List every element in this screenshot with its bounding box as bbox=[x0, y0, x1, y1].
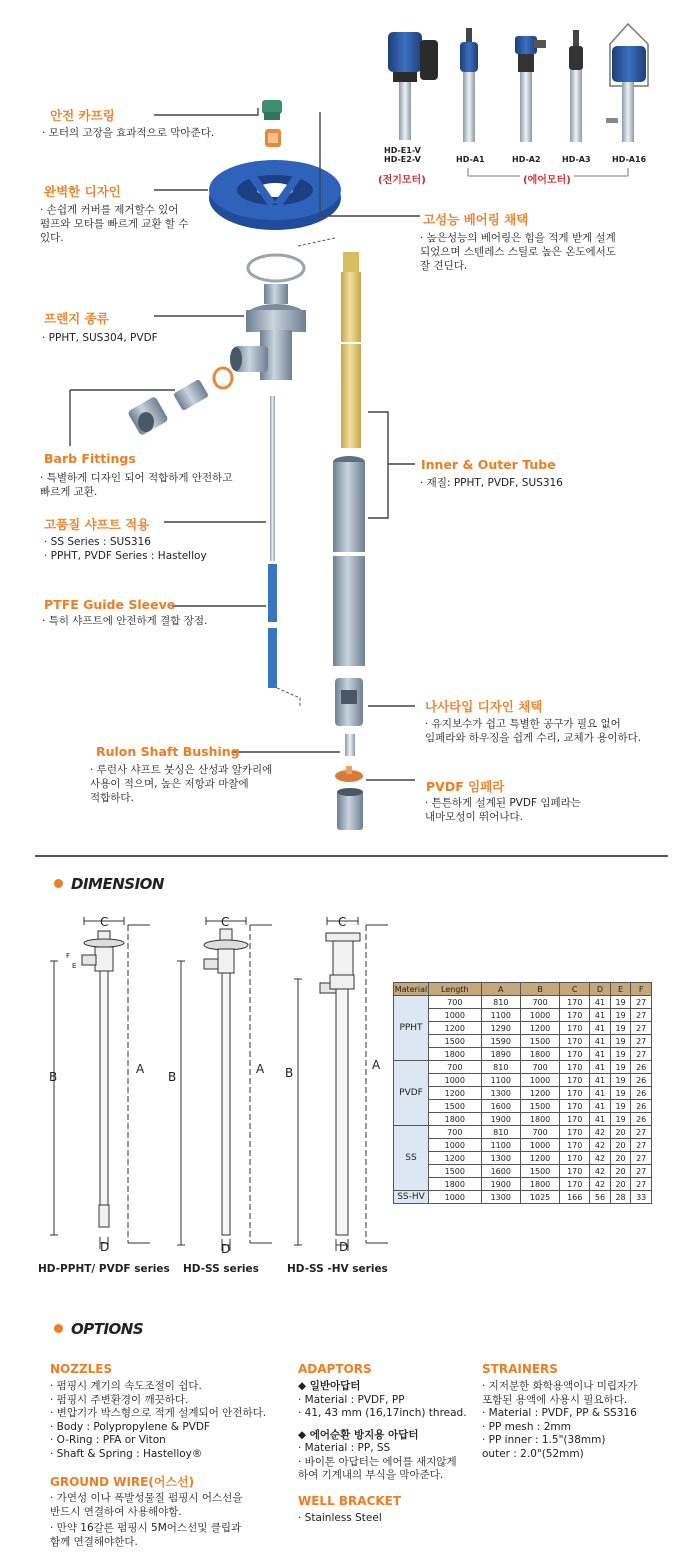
table-header: D bbox=[590, 983, 611, 996]
drawing-caption-pvdf: HD-PPHT/ PVDF series bbox=[38, 1263, 170, 1275]
table-cell: 28 bbox=[610, 1191, 631, 1204]
table-cell: 1025 bbox=[520, 1191, 559, 1204]
table-cell: 26 bbox=[631, 1074, 652, 1087]
table-cell: 27 bbox=[631, 996, 652, 1009]
section-divider bbox=[35, 855, 668, 857]
table-cell: 1100 bbox=[481, 1139, 520, 1152]
table-cell: 1900 bbox=[481, 1113, 520, 1126]
table-row bbox=[394, 1048, 652, 1061]
table-cell: 42 bbox=[590, 1178, 611, 1191]
table-cell: 170 bbox=[560, 1100, 590, 1113]
dimension-drawings bbox=[0, 905, 390, 1265]
table-cell: 170 bbox=[560, 1126, 590, 1139]
table-cell: 1800 bbox=[429, 1178, 482, 1191]
table-cell: 19 bbox=[610, 1100, 631, 1113]
table-cell: 1000 bbox=[429, 1009, 482, 1022]
table-cell: 1500 bbox=[520, 1100, 559, 1113]
table-cell: 27 bbox=[631, 1139, 652, 1152]
table-cell: 170 bbox=[560, 1087, 590, 1100]
table-cell: 1000 bbox=[429, 1074, 482, 1087]
feature-title-design: 완벽한 디자인 bbox=[44, 184, 121, 199]
drawing-caption-ss: HD-SS series bbox=[183, 1263, 259, 1275]
table-cell: 26 bbox=[631, 1113, 652, 1126]
table-cell: 56 bbox=[590, 1191, 611, 1204]
table-cell: 700 bbox=[520, 1126, 559, 1139]
feature-desc-bushing: · 루런사 샤프트 붓싱은 산성과 알카리에 사용이 적으며, 높은 저항과 마찰에 적합하다. bbox=[90, 764, 273, 804]
electric-motor-group-label: (전기모터) bbox=[378, 175, 426, 186]
dim-label-d-2: D bbox=[221, 1242, 231, 1256]
table-cell: 1000 bbox=[520, 1074, 559, 1087]
table-cell: 1100 bbox=[481, 1009, 520, 1022]
table-cell: 1300 bbox=[481, 1191, 520, 1204]
bullet-icon bbox=[54, 879, 63, 888]
table-cell: 1200 bbox=[429, 1022, 482, 1035]
table-cell: 700 bbox=[520, 1061, 559, 1074]
table-cell: 33 bbox=[631, 1191, 652, 1204]
motor-hd-a3 bbox=[569, 30, 583, 142]
coupling-part bbox=[262, 100, 282, 147]
feature-title-bushing: Rulon Shaft Bushing bbox=[96, 744, 240, 759]
material-cell: SS bbox=[394, 1126, 429, 1191]
ground-wire-title: GROUND WIRE(어스선) bbox=[50, 1475, 195, 1489]
table-row bbox=[394, 1191, 652, 1204]
table-cell: 810 bbox=[481, 1061, 520, 1074]
table-header: E bbox=[610, 983, 631, 996]
table-cell: 19 bbox=[610, 996, 631, 1009]
table-cell: 170 bbox=[560, 1152, 590, 1165]
feature-desc-design: · 손쉽게 커버를 제거할수 있어 펌프와 모타를 빠르게 교환 할 수 있다. bbox=[40, 204, 189, 244]
table-cell: 170 bbox=[560, 1139, 590, 1152]
feature-title-barb: Barb Fittings bbox=[44, 451, 136, 466]
feature-desc-flange: · PPHT, SUS304, PVDF bbox=[42, 332, 158, 344]
air-motor-group-label: (에어모터) bbox=[520, 171, 574, 186]
feature-title-impeller: PVDF 임페라 bbox=[426, 779, 505, 794]
table-cell: 170 bbox=[560, 1048, 590, 1061]
table-cell: 1500 bbox=[520, 1165, 559, 1178]
table-cell: 41 bbox=[590, 1100, 611, 1113]
table-cell: 1590 bbox=[481, 1035, 520, 1048]
dim-label-a-2: A bbox=[256, 1062, 265, 1076]
table-cell: 41 bbox=[590, 1022, 611, 1035]
motor-hd-a16 bbox=[606, 24, 648, 142]
table-cell: 1800 bbox=[429, 1113, 482, 1126]
feature-title-tube: Inner & Outer Tube bbox=[421, 457, 556, 472]
dim-label-e-1: E bbox=[72, 962, 77, 970]
table-cell: 700 bbox=[520, 996, 559, 1009]
table-cell: 810 bbox=[481, 996, 520, 1009]
model-label-a2: HD-A2 bbox=[512, 155, 541, 164]
feature-desc-tube: · 재질: PPHT, PVDF, SUS316 bbox=[420, 477, 563, 489]
well-bracket-list: · Stainless Steel bbox=[298, 1512, 382, 1524]
table-cell: 1890 bbox=[481, 1048, 520, 1061]
table-cell: 20 bbox=[610, 1126, 631, 1139]
table-row bbox=[394, 1022, 652, 1035]
dim-label-a-1: A bbox=[136, 1062, 145, 1076]
table-row bbox=[394, 1061, 652, 1074]
adaptors-list: ◆ 일반아답터 · Material : PVDF, PP · 41, 43 mm (16,17inch) thread. ◆ 에어순환 방지용 아답터 · Material : PP, SS · 바이톤 아답터는 에어를 새지않게 하여 기계내의 부식을 막아준다. bbox=[298, 1380, 467, 1481]
table-cell: 1000 bbox=[520, 1009, 559, 1022]
table-cell: 700 bbox=[429, 1126, 482, 1139]
pvdf-impeller-part bbox=[335, 766, 363, 782]
dim-label-b-1: B bbox=[49, 1070, 58, 1084]
table-row bbox=[394, 1139, 652, 1152]
table-cell: 26 bbox=[631, 1061, 652, 1074]
nozzles-list: · 펌핑시 계기의 속도조절이 쉽다. · 펌핑시 주변환경이 깨끗하다. · 변압기가 박스형으로 적게 설계되어 안전하다. · Body : Polypropylene & PVDF · O-Ring : PFA or Viton · Shaft & Spring : Hastelloy® bbox=[50, 1380, 267, 1460]
feature-title-flange: 프렌지 종류 bbox=[44, 311, 109, 326]
table-cell: 1290 bbox=[481, 1022, 520, 1035]
table-cell: 1600 bbox=[481, 1100, 520, 1113]
table-cell: 41 bbox=[590, 1009, 611, 1022]
table-cell: 1200 bbox=[429, 1087, 482, 1100]
feature-title-shaft: 고품질 샤프트 적용 bbox=[44, 517, 150, 532]
dim-label-d-3: D bbox=[339, 1240, 349, 1254]
table-cell: 170 bbox=[560, 1009, 590, 1022]
material-cell: PVDF bbox=[394, 1061, 429, 1126]
bullet-icon bbox=[54, 1324, 63, 1333]
table-cell: 700 bbox=[429, 1061, 482, 1074]
table-cell: 1800 bbox=[520, 1113, 559, 1126]
table-cell: 20 bbox=[610, 1178, 631, 1191]
table-header: F bbox=[631, 983, 652, 996]
dim-label-b-3: B bbox=[285, 1066, 294, 1080]
table-row bbox=[394, 1126, 652, 1139]
table-cell: 19 bbox=[610, 1022, 631, 1035]
table-cell: 1300 bbox=[481, 1152, 520, 1165]
feature-title-threaded: 나사타입 디자인 채택 bbox=[425, 699, 543, 714]
table-cell: 1200 bbox=[520, 1087, 559, 1100]
table-cell: 19 bbox=[610, 1035, 631, 1048]
table-cell: 1500 bbox=[520, 1035, 559, 1048]
table-header: Length bbox=[429, 983, 482, 996]
table-cell: 170 bbox=[560, 1178, 590, 1191]
table-cell: 1000 bbox=[520, 1139, 559, 1152]
table-cell: 1500 bbox=[429, 1035, 482, 1048]
table-cell: 27 bbox=[631, 1009, 652, 1022]
ptfe-guide-sleeve-part bbox=[268, 564, 277, 688]
table-header: A bbox=[481, 983, 520, 996]
table-cell: 700 bbox=[429, 996, 482, 1009]
table-cell: 166 bbox=[560, 1191, 590, 1204]
table-cell: 1000 bbox=[429, 1191, 482, 1204]
drawing-caption-sshv: HD-SS -HV series bbox=[287, 1263, 388, 1275]
strainers-title: STRAINERS bbox=[482, 1362, 558, 1376]
table-cell: 27 bbox=[631, 1178, 652, 1191]
table-cell: 41 bbox=[590, 1048, 611, 1061]
feature-desc-sleeve: · 특히 샤프트에 안전하게 결합 장점. bbox=[42, 615, 208, 627]
feature-title-sleeve: PTFE Guide Sleeve bbox=[44, 597, 176, 612]
table-cell: 170 bbox=[560, 1113, 590, 1126]
dim-label-d-1: D bbox=[100, 1240, 110, 1254]
table-row bbox=[394, 1178, 652, 1191]
table-cell: 170 bbox=[560, 1165, 590, 1178]
table-cell: 27 bbox=[631, 1035, 652, 1048]
outer-tube-part bbox=[333, 456, 365, 666]
table-row bbox=[394, 1035, 652, 1048]
flange-housing-part bbox=[230, 284, 306, 380]
table-cell: 27 bbox=[631, 1152, 652, 1165]
table-header-row bbox=[394, 983, 652, 996]
table-header: C bbox=[560, 983, 590, 996]
table-cell: 1500 bbox=[429, 1165, 482, 1178]
motor-hd-a1 bbox=[460, 28, 478, 142]
table-cell: 170 bbox=[560, 1022, 590, 1035]
nozzles-title: NOZZLES bbox=[50, 1362, 113, 1376]
motor-hd-a2 bbox=[515, 36, 546, 142]
table-cell: 1600 bbox=[481, 1165, 520, 1178]
model-label-a16: HD-A16 bbox=[612, 155, 647, 164]
table-row bbox=[394, 1165, 652, 1178]
table-cell: 20 bbox=[610, 1152, 631, 1165]
table-cell: 170 bbox=[560, 996, 590, 1009]
table-cell: 170 bbox=[560, 1074, 590, 1087]
table-cell: 42 bbox=[590, 1165, 611, 1178]
table-cell: 41 bbox=[590, 1061, 611, 1074]
table-cell: 19 bbox=[610, 1113, 631, 1126]
dim-label-c-2: C bbox=[221, 915, 230, 929]
table-cell: 1900 bbox=[481, 1178, 520, 1191]
table-cell: 19 bbox=[610, 1061, 631, 1074]
table-cell: 1800 bbox=[520, 1048, 559, 1061]
table-cell: 20 bbox=[610, 1165, 631, 1178]
table-row bbox=[394, 1074, 652, 1087]
inner-tube-part bbox=[341, 252, 361, 448]
table-cell: 41 bbox=[590, 1113, 611, 1126]
table-cell: 1500 bbox=[429, 1100, 482, 1113]
feature-desc-shaft: · SS Series : SUS316 · PPHT, PVDF Series : Hastelloy bbox=[44, 536, 207, 562]
table-cell: 1800 bbox=[429, 1048, 482, 1061]
strainers-list: · 지저분한 화학용액이나 미립자가 포함된 용액에 사용시 필요하다. · Material : PVDF, PP & SS316 · PP mesh : 2mm · PP inner : 1.5"(38mm) outer : 2.0"(52mm) bbox=[482, 1380, 638, 1460]
table-cell: 41 bbox=[590, 1074, 611, 1087]
foot-part bbox=[337, 788, 363, 830]
dim-label-f-1: F bbox=[66, 952, 71, 960]
table-cell: 26 bbox=[631, 1087, 652, 1100]
table-cell: 27 bbox=[631, 1165, 652, 1178]
cover-wheel-part bbox=[209, 160, 341, 230]
table-cell: 170 bbox=[560, 1061, 590, 1074]
table-row bbox=[394, 996, 652, 1009]
adaptors-title: ADAPTORS bbox=[298, 1362, 372, 1376]
feature-title-bearing: 고성능 베어링 채택 bbox=[423, 212, 529, 227]
table-cell: 1800 bbox=[520, 1178, 559, 1191]
table-cell: 26 bbox=[631, 1100, 652, 1113]
model-label-e2: HD-E2-V bbox=[384, 155, 421, 164]
table-cell: 170 bbox=[560, 1035, 590, 1048]
table-cell: 42 bbox=[590, 1152, 611, 1165]
motor-hd-e-v bbox=[388, 32, 438, 140]
material-cell: SS-HV bbox=[394, 1191, 429, 1204]
feature-desc-bearing: · 높은성능의 베어링은 힘을 적게 받게 설계 되었으며 스텐레스 스틸로 높은 온도에서도 잘 견딘다. bbox=[420, 232, 616, 272]
table-cell: 1200 bbox=[520, 1152, 559, 1165]
feature-desc-impeller: · 튼튼하게 설계된 PVDF 임페라는 내마모성이 뛰어나다. bbox=[425, 797, 581, 823]
model-label-a3: HD-A3 bbox=[562, 155, 591, 164]
table-cell: 20 bbox=[610, 1139, 631, 1152]
model-label-a1: HD-A1 bbox=[456, 155, 485, 164]
feature-desc-barb: · 특별하게 디자인 되어 적합하게 안전하고 빠르게 교환. bbox=[40, 472, 233, 498]
table-cell: 1200 bbox=[429, 1152, 482, 1165]
table-row bbox=[394, 1113, 652, 1126]
dim-label-b-2: B bbox=[168, 1070, 177, 1084]
dim-label-a-3: A bbox=[372, 1058, 381, 1072]
table-cell: 19 bbox=[610, 1087, 631, 1100]
dimension-table bbox=[393, 982, 652, 1204]
table-cell: 27 bbox=[631, 1022, 652, 1035]
table-cell: 41 bbox=[590, 1087, 611, 1100]
feature-desc-coupling: · 모터의 고장을 효과적으로 막아준다. bbox=[42, 127, 215, 139]
rulon-bushing-part bbox=[345, 734, 355, 756]
table-row bbox=[394, 1009, 652, 1022]
table-header: B bbox=[520, 983, 559, 996]
table-cell: 41 bbox=[590, 1035, 611, 1048]
table-cell: 42 bbox=[590, 1139, 611, 1152]
table-cell: 19 bbox=[610, 1048, 631, 1061]
threaded-housing-part bbox=[335, 678, 363, 726]
barb-fitting-part bbox=[127, 368, 232, 436]
table-cell: 27 bbox=[631, 1126, 652, 1139]
table-cell: 810 bbox=[481, 1126, 520, 1139]
table-header: Material bbox=[394, 984, 428, 994]
table-row bbox=[394, 1100, 652, 1113]
options-title: OPTIONS bbox=[54, 1320, 143, 1338]
ground-wire-list: · 가연성 이나 폭발성물질 펌핑시 어스선을 반드시 연결하여 사용해야함. · 만약 16갈론 펌핑시 5M어스선및 클립과 함께 연결해야한다. bbox=[50, 1492, 243, 1548]
feature-desc-threaded: · 유지보수가 쉽고 특별한 공구가 필요 없어 임페라와 하우징을 쉽게 수리, 교체가 용이하다. bbox=[425, 718, 642, 744]
dim-label-c-3: C bbox=[338, 915, 347, 929]
table-cell: 19 bbox=[610, 1074, 631, 1087]
dimension-title: DIMENSION bbox=[54, 875, 164, 893]
shaft-part bbox=[270, 396, 275, 561]
table-cell: 1000 bbox=[429, 1139, 482, 1152]
table-cell: 1100 bbox=[481, 1074, 520, 1087]
table-cell: 42 bbox=[590, 1126, 611, 1139]
table-row bbox=[394, 1152, 652, 1165]
dim-label-c-1: C bbox=[100, 915, 109, 929]
snap-ring-part bbox=[248, 255, 304, 281]
material-cell: PPHT bbox=[394, 996, 429, 1061]
table-cell: 27 bbox=[631, 1048, 652, 1061]
table-row bbox=[394, 1087, 652, 1100]
table-cell: 1300 bbox=[481, 1087, 520, 1100]
feature-title-coupling: 안전 카프링 bbox=[50, 108, 115, 123]
well-bracket-title: WELL BRACKET bbox=[298, 1494, 402, 1508]
model-label-e1: HD-E1-V bbox=[384, 146, 421, 155]
table-cell: 19 bbox=[610, 1009, 631, 1022]
table-cell: 41 bbox=[590, 996, 611, 1009]
table-cell: 1200 bbox=[520, 1022, 559, 1035]
